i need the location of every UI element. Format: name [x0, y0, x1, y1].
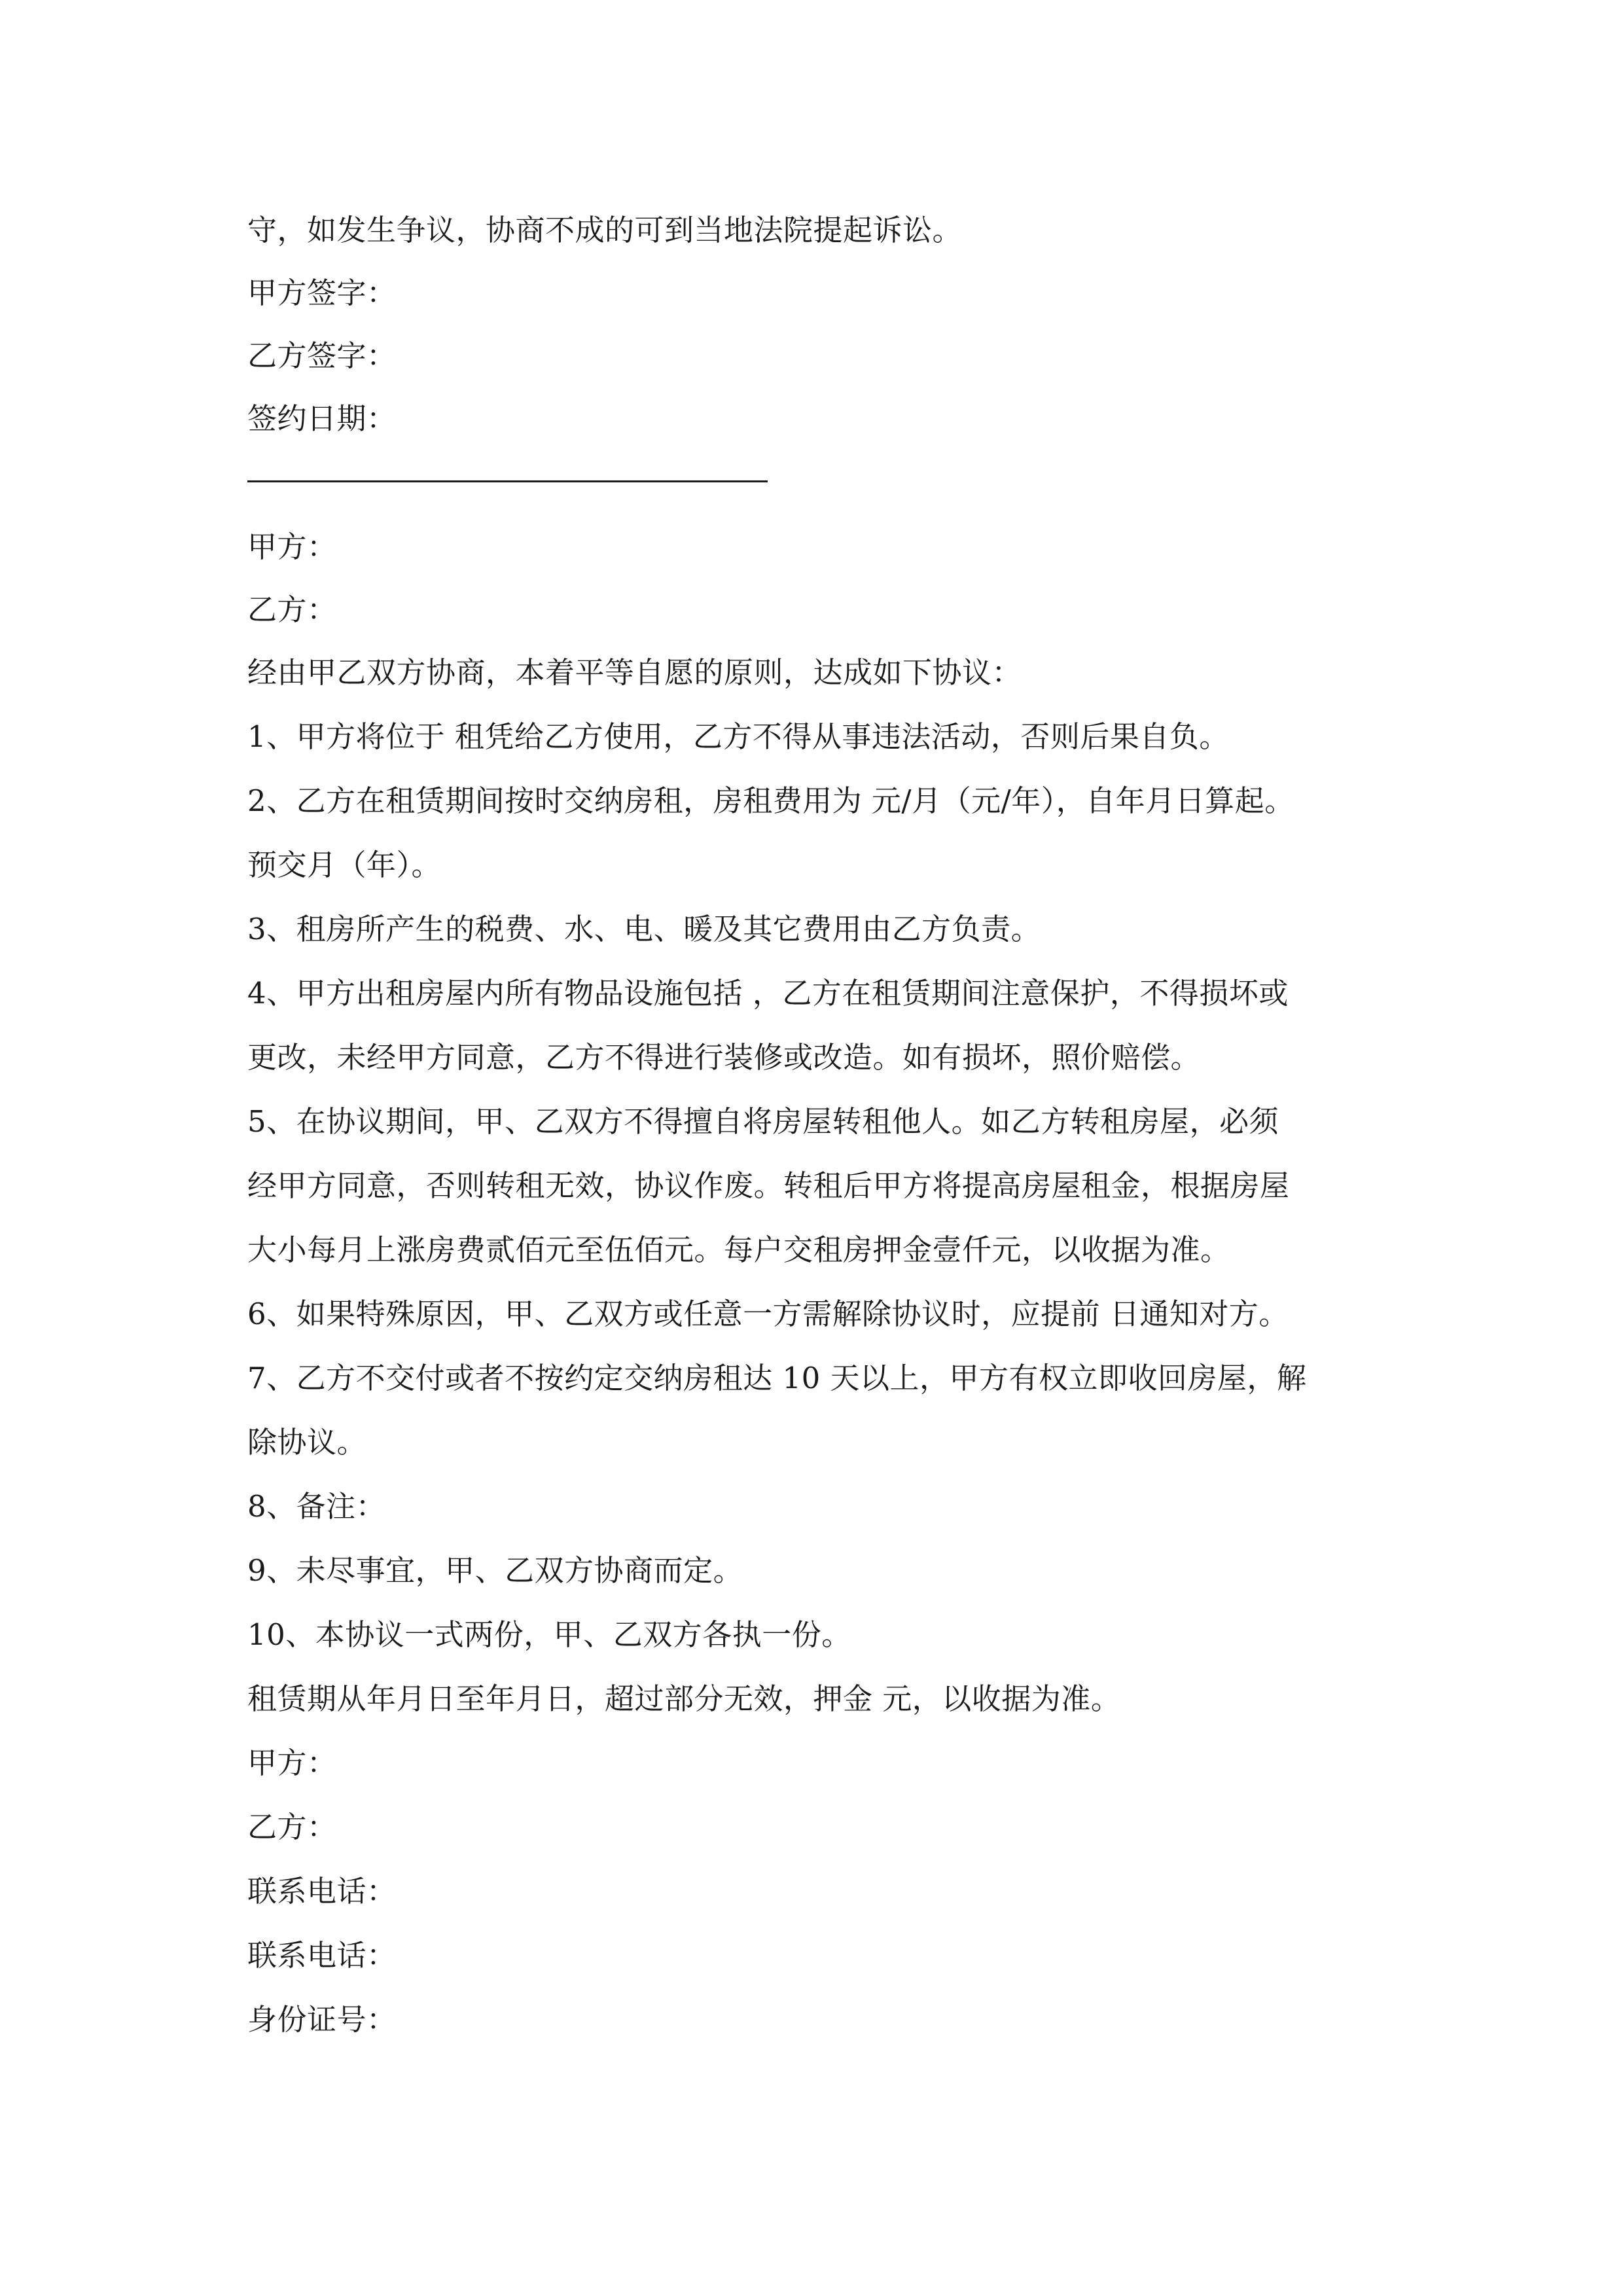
clause-6: 6、如果特殊原因，甲、乙双方或任意一方需解除协议时，应提前 日通知对方。 [247, 1297, 1289, 1331]
agreement-preamble: 经由甲乙双方协商，本着平等自愿的原则，达成如下协议： [247, 655, 1022, 690]
clause-2: 2、乙方在租赁期间按时交纳房租，房租费用为 元/月（元/年），自年月日算起。 [247, 783, 1294, 818]
party-b-label: 乙方： [247, 592, 337, 627]
clause-3: 3、租房所产生的税费、水、电、暖及其它费用由乙方负责。 [247, 912, 1041, 946]
signing-date-label: 签约日期： [247, 401, 397, 436]
id-number-label: 身份证号： [247, 2002, 397, 2037]
clause-4: 4、甲方出租房屋内所有物品设施包括 ，乙方在租赁期间注意保护，不得损坏或 [247, 976, 1289, 1011]
lease-term-deposit: 租赁期从年月日至年月日，超过部分无效，押金 元，以收据为准。 [247, 1681, 1121, 1716]
party-a-label: 甲方： [247, 529, 337, 564]
party-b-signature-label: 乙方签字： [247, 338, 397, 373]
clause-dispute-resolution: 守，如发生争议，协商不成的可到当地法院提起诉讼。 [247, 213, 963, 247]
clause-4-continued: 更改，未经甲方同意，乙方不得进行装修或改造。如有损坏，照价赔偿。 [247, 1040, 1201, 1075]
clause-5-continued-2: 大小每月上涨房费贰佰元至伍佰元。每户交租房押金壹仟元，以收据为准。 [247, 1232, 1230, 1267]
clause-5: 5、在协议期间，甲、乙双方不得擅自将房屋转租他人。如乙方转租房屋，必须 [247, 1104, 1279, 1139]
party-a-label-footer: 甲方： [247, 1746, 337, 1780]
clause-1: 1、甲方将位于 租凭给乙方使用，乙方不得从事违法活动，否则后果自负。 [247, 719, 1229, 754]
party-b-label-footer: 乙方： [247, 1810, 337, 1844]
contact-phone-label: 联系电话： [247, 1874, 397, 1909]
clause-7: 7、乙方不交付或者不按约定交纳房租达 10 天以上，甲方有权立即收回房屋，解 [247, 1361, 1307, 1395]
clause-10: 10、本协议一式两份，甲、乙双方各执一份。 [247, 1617, 851, 1652]
section-divider [247, 480, 768, 482]
clause-8: 8、备注： [247, 1489, 386, 1524]
clause-2-continued: 预交月（年）。 [247, 848, 442, 882]
contact-phone-label-2: 联系电话： [247, 1938, 397, 1973]
party-a-signature-label: 甲方签字： [247, 276, 397, 310]
clause-7-continued: 除协议。 [247, 1425, 367, 1460]
clause-5-continued: 经甲方同意，否则转租无效，协议作废。转租后甲方将提高房屋租金，根据房屋 [247, 1168, 1290, 1203]
clause-9: 9、未尽事宜，甲、乙双方协商而定。 [247, 1553, 743, 1588]
